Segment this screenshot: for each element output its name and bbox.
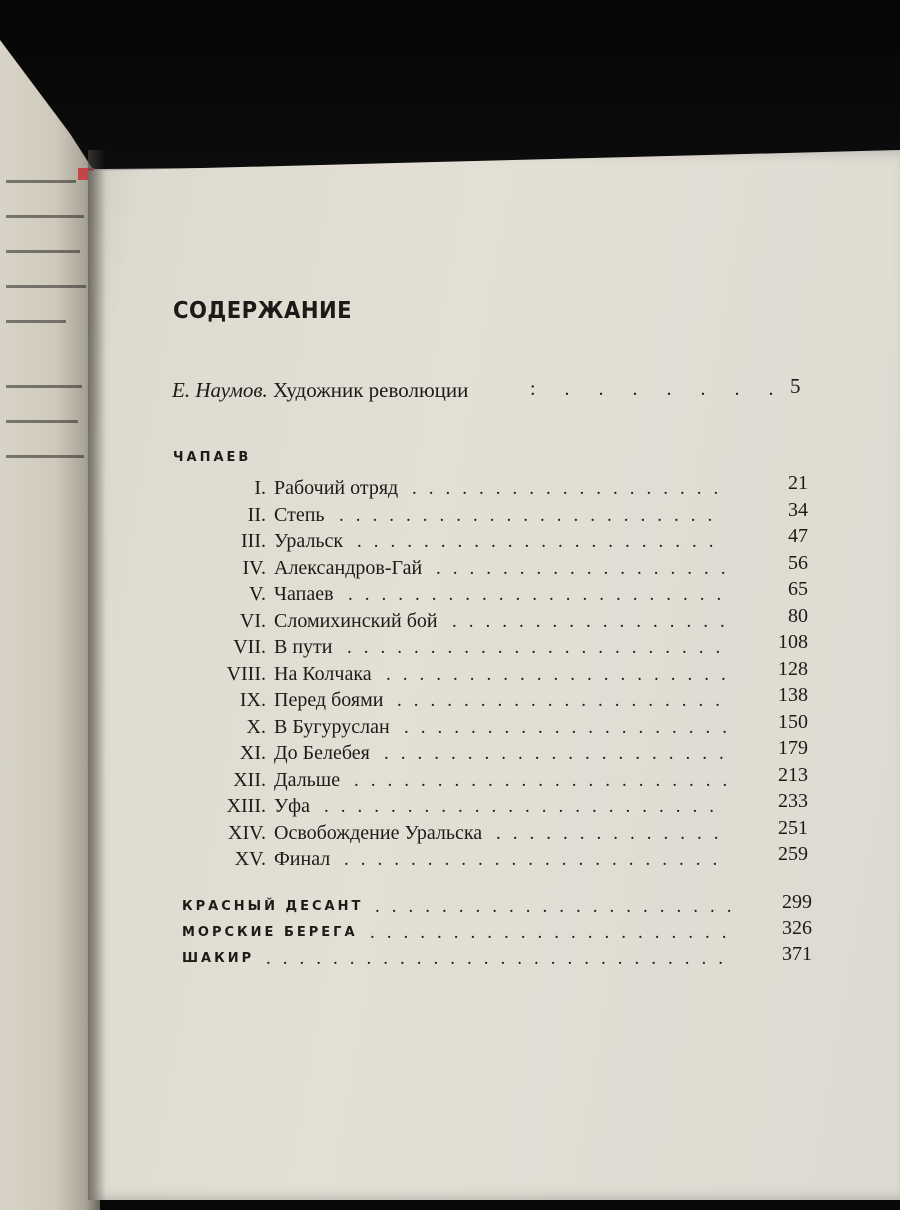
intro-title: Художник революции	[273, 378, 469, 402]
chapter-number: VII.	[233, 636, 266, 658]
chapter-entry	[247, 499, 808, 530]
work-entry	[182, 917, 812, 947]
page-number: 299	[782, 891, 812, 913]
chapter-number: XIII.	[226, 795, 266, 817]
chapter-title: Финал	[274, 848, 331, 870]
page-title: СОДЕРЖАНИЕ	[173, 298, 353, 324]
page-number: 34	[788, 499, 808, 521]
dot-leader: ....................	[404, 717, 739, 738]
chapter-title: Сломихинский бой	[274, 610, 438, 632]
chapter-title: Дальше	[274, 769, 341, 791]
page-number: 233	[778, 790, 808, 812]
dot-leader: .......................	[347, 637, 733, 658]
chapter-entry	[242, 552, 808, 583]
chapter-entry	[246, 711, 808, 742]
chapter-number: I.	[254, 477, 266, 499]
chapter-number: III.	[241, 530, 266, 552]
chapter-title: В пути	[274, 636, 333, 658]
chapter-entry	[228, 817, 808, 848]
chapter-title: Уральск	[274, 530, 344, 552]
gutter-shadow	[88, 150, 106, 1200]
page-number: 65	[788, 578, 808, 600]
chapter-number: IX.	[239, 689, 266, 711]
dot-leader: ......................	[357, 531, 726, 552]
dot-leader: .......................	[344, 849, 730, 870]
page-number: 108	[778, 631, 808, 653]
dot-leader: ......................	[375, 896, 744, 917]
dot-leader: : . . . . . . .	[530, 378, 786, 400]
chapter-entry	[233, 631, 808, 662]
page-number: 251	[778, 817, 808, 839]
intro-author: Е. Наумов.	[172, 378, 268, 402]
bleed-through-line	[6, 320, 66, 323]
bleed-through-line	[6, 420, 78, 423]
work-title: КРАСНЫЙ ДЕСАНТ	[182, 899, 364, 914]
page-number: 128	[778, 658, 808, 680]
previous-page	[0, 40, 100, 1210]
chapter-number: XV.	[234, 848, 266, 870]
chapter-title: Чапаев	[274, 583, 334, 605]
chapter-entry	[254, 472, 808, 503]
page-number: 5	[790, 374, 801, 398]
dot-leader: ...................	[412, 478, 731, 499]
page-number: 56	[788, 552, 808, 574]
bleed-through-line	[6, 385, 82, 388]
chapter-number: II.	[247, 504, 266, 526]
intro-entry	[172, 374, 802, 408]
chapter-title: В Бугуруслан	[274, 716, 390, 738]
chapter-number: VI.	[239, 610, 266, 632]
chapter-number: XIV.	[228, 822, 266, 844]
page-number: 371	[782, 943, 812, 965]
work-title: ШАКИР	[182, 951, 255, 966]
chapter-entry	[239, 737, 808, 768]
chapter-number: VIII.	[226, 663, 266, 685]
dot-leader: .......................	[348, 584, 734, 605]
dark-background	[0, 0, 900, 170]
chapter-title: Перед боями	[274, 689, 384, 711]
chapter-entry	[249, 578, 808, 609]
chapter-entry	[226, 790, 808, 821]
bleed-through-line	[6, 250, 80, 253]
chapter-number: XII.	[233, 769, 266, 791]
chapter-entry	[239, 605, 808, 636]
bleed-through-line	[6, 455, 84, 458]
dot-leader: .................	[452, 611, 737, 632]
dot-leader: ............................	[266, 948, 735, 969]
chapter-title: Рабочий отряд	[274, 477, 399, 499]
chapter-title: Уфа	[274, 795, 310, 817]
page-number: 21	[788, 472, 808, 494]
chapter-title: Освобождение Уральска	[274, 822, 483, 844]
chapter-number: XI.	[239, 742, 266, 764]
page-number: 47	[788, 525, 808, 547]
dot-leader: ....................	[397, 690, 732, 711]
chapter-entry	[234, 843, 808, 874]
chapter-entry	[239, 684, 808, 715]
dot-leader: .....................	[384, 743, 736, 764]
dot-leader: .......................	[339, 505, 725, 526]
work-entry	[182, 891, 812, 921]
chapter-number: X.	[246, 716, 266, 738]
chapter-entry	[233, 764, 808, 795]
dot-leader: .......................	[354, 770, 740, 791]
dot-leader: .....................	[386, 664, 738, 685]
page-number: 259	[778, 843, 808, 865]
chapter-title: Степь	[274, 504, 325, 526]
page-number: 138	[778, 684, 808, 706]
page-number: 80	[788, 605, 808, 627]
chapter-title: До Белебея	[274, 742, 370, 764]
page-number: 213	[778, 764, 808, 786]
dot-leader: ..............	[496, 823, 731, 844]
dot-leader: ......................	[370, 922, 739, 943]
page-number: 326	[782, 917, 812, 939]
work-entry	[182, 943, 812, 973]
work-title: МОРСКИЕ БЕРЕГА	[182, 925, 358, 940]
bleed-through-line	[6, 215, 84, 218]
chapter-number: V.	[249, 583, 266, 605]
dot-leader: ........................	[324, 796, 726, 817]
dot-leader: ..................	[436, 558, 738, 579]
chapter-entry	[226, 658, 808, 689]
page-number: 179	[778, 737, 808, 759]
section-title: ЧАПАЕВ	[173, 450, 252, 465]
chapter-title: Александров-Гай	[274, 557, 423, 579]
bleed-through-line	[6, 285, 86, 288]
chapter-number: IV.	[242, 557, 266, 579]
chapter-title: На Колчака	[274, 663, 372, 685]
page-number: 150	[778, 711, 808, 733]
chapter-entry	[241, 525, 808, 556]
bleed-through-line	[6, 180, 76, 183]
